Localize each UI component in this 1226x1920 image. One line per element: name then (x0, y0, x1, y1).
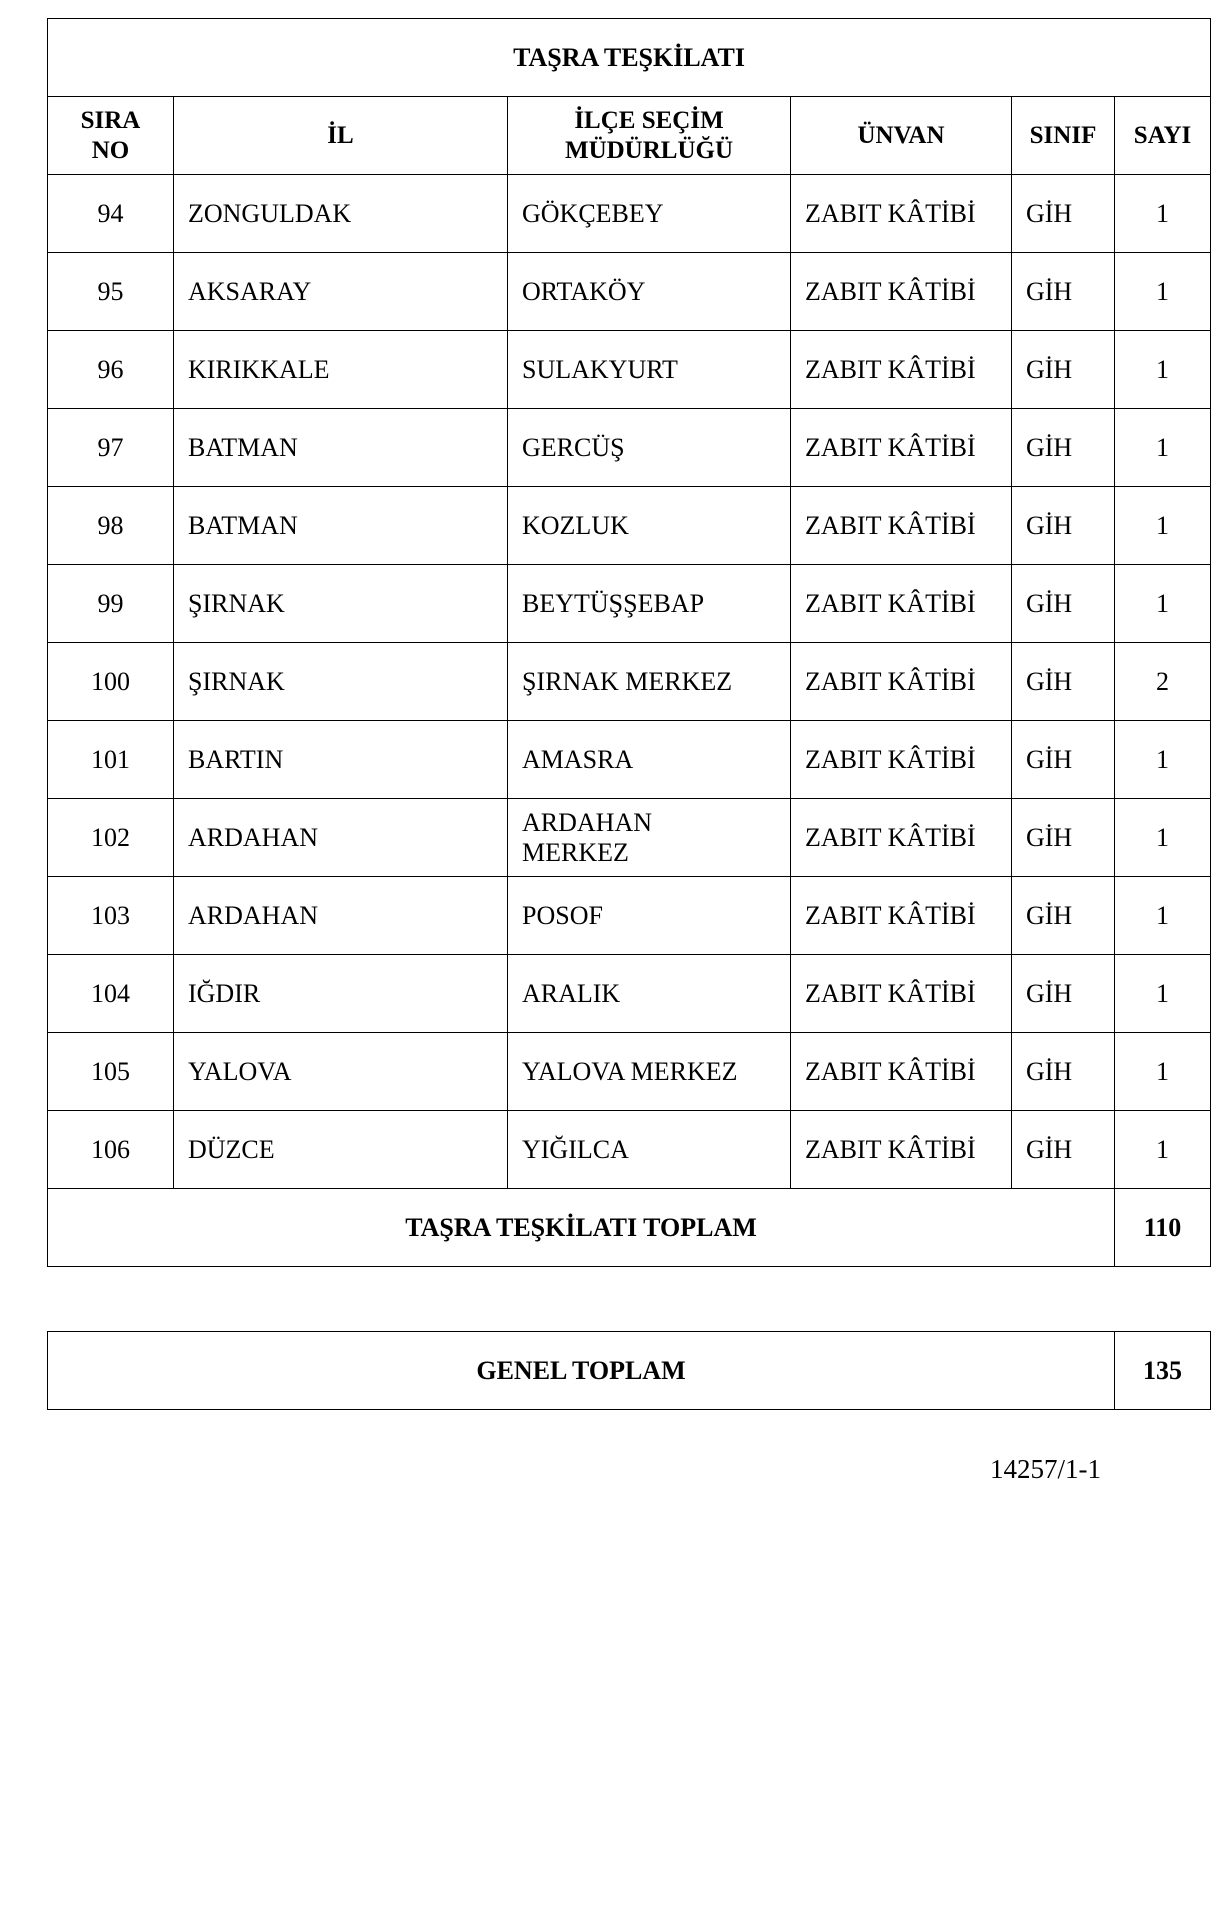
table-row (48, 877, 1211, 955)
cell-sira-no: 96 (48, 331, 174, 409)
cell-sinif: GİH (1012, 1033, 1115, 1111)
cell-sayi: 1 (1115, 565, 1211, 643)
total-label: TAŞRA TEŞKİLATI TOPLAM (48, 1189, 1115, 1267)
table-row (48, 331, 1211, 409)
table-title: TAŞRA TEŞKİLATI (48, 19, 1211, 97)
header-il: İL (174, 97, 508, 175)
cell-il: ŞIRNAK (174, 565, 508, 643)
cell-unvan: ZABIT KÂTİBİ (791, 877, 1012, 955)
cell-unvan: ZABIT KÂTİBİ (791, 253, 1012, 331)
cell-sayi: 1 (1115, 877, 1211, 955)
cell-sinif: GİH (1012, 565, 1115, 643)
cell-sinif: GİH (1012, 799, 1115, 877)
table-row (48, 409, 1211, 487)
cell-sayi: 1 (1115, 331, 1211, 409)
cell-unvan: ZABIT KÂTİBİ (791, 955, 1012, 1033)
header-sira-no (48, 97, 174, 175)
cell-sinif: GİH (1012, 175, 1115, 253)
cell-sayi: 1 (1115, 409, 1211, 487)
header-sinif: SINIF (1012, 97, 1115, 175)
cell-sira-no: 101 (48, 721, 174, 799)
cell-unvan: ZABIT KÂTİBİ (791, 799, 1012, 877)
cell-ilce: YIĞILCA (508, 1111, 791, 1189)
cell-sayi: 1 (1115, 175, 1211, 253)
cell-ilce: POSOF (508, 877, 791, 955)
header-sira-line1: SIRA (80, 106, 141, 134)
cell-sira-no: 102 (48, 799, 174, 877)
cell-sira-no: 106 (48, 1111, 174, 1189)
cell-sinif: GİH (1012, 877, 1115, 955)
cell-sinif: GİH (1012, 1111, 1115, 1189)
cell-sira-no: 103 (48, 877, 174, 955)
cell-sayi: 1 (1115, 721, 1211, 799)
cell-ilce: AMASRA (508, 721, 791, 799)
cell-unvan: ZABIT KÂTİBİ (791, 1111, 1012, 1189)
cell-ilce: GÖKÇEBEY (508, 175, 791, 253)
cell-sinif: GİH (1012, 331, 1115, 409)
document-number: 14257/1-1 (990, 1454, 1101, 1484)
cell-sira-no: 97 (48, 409, 174, 487)
cell-sinif: GİH (1012, 721, 1115, 799)
cell-ilce-line1: ARDAHAN (522, 807, 652, 837)
cell-sira-no: 94 (48, 175, 174, 253)
genel-toplam-row (48, 1332, 1211, 1410)
cell-il: ŞIRNAK (174, 643, 508, 721)
cell-sira-no: 100 (48, 643, 174, 721)
cell-il: BARTIN (174, 721, 508, 799)
cell-ilce: BEYTÜŞŞEBAP (508, 565, 791, 643)
cell-il: YALOVA (174, 1033, 508, 1111)
cell-unvan: ZABIT KÂTİBİ (791, 331, 1012, 409)
cell-il: BATMAN (174, 409, 508, 487)
cell-il: ZONGULDAK (174, 175, 508, 253)
table-row (48, 487, 1211, 565)
cell-ilce: ŞIRNAK MERKEZ (508, 643, 791, 721)
cell-sinif: GİH (1012, 487, 1115, 565)
header-ilce-line2: MÜDÜRLÜĞÜ (564, 136, 734, 164)
table-row (48, 955, 1211, 1033)
cell-unvan: ZABIT KÂTİBİ (791, 487, 1012, 565)
cell-sayi: 1 (1115, 253, 1211, 331)
cell-ilce: ORTAKÖY (508, 253, 791, 331)
cell-sira-no: 95 (48, 253, 174, 331)
table-row (48, 1111, 1211, 1189)
table-total-row (48, 1189, 1211, 1267)
cell-sira-no: 104 (48, 955, 174, 1033)
genel-toplam-table (47, 1331, 1211, 1410)
table-row (48, 721, 1211, 799)
cell-ilce: ARALIK (508, 955, 791, 1033)
cell-sayi: 1 (1115, 1033, 1211, 1111)
table-row (48, 565, 1211, 643)
cell-sayi: 2 (1115, 643, 1211, 721)
table-row (48, 799, 1211, 877)
cell-sayi: 1 (1115, 487, 1211, 565)
cell-il: AKSARAY (174, 253, 508, 331)
cell-sinif: GİH (1012, 409, 1115, 487)
cell-sira-no: 105 (48, 1033, 174, 1111)
cell-unvan: ZABIT KÂTİBİ (791, 175, 1012, 253)
header-sayi: SAYI (1115, 97, 1211, 175)
cell-il: ARDAHAN (174, 877, 508, 955)
table-header-row (48, 97, 1211, 175)
cell-ilce-line2: MERKEZ (522, 837, 629, 867)
cell-ilce: SULAKYURT (508, 331, 791, 409)
cell-ilce: GERCÜŞ (508, 409, 791, 487)
genel-toplam-value: 135 (1115, 1332, 1211, 1410)
header-ilce-line1: İLÇE SEÇİM (574, 106, 724, 134)
cell-sinif: GİH (1012, 253, 1115, 331)
cell-il: KIRIKKALE (174, 331, 508, 409)
table-title-row (48, 19, 1211, 97)
cell-il: DÜZCE (174, 1111, 508, 1189)
header-sira-line2: NO (91, 136, 130, 164)
cell-unvan: ZABIT KÂTİBİ (791, 1033, 1012, 1111)
tasra-teskilati-table (47, 18, 1211, 1267)
table-row (48, 253, 1211, 331)
table-row (48, 1033, 1211, 1111)
cell-unvan: ZABIT KÂTİBİ (791, 643, 1012, 721)
cell-il: IĞDIR (174, 955, 508, 1033)
table-row (48, 175, 1211, 253)
cell-ilce: YALOVA MERKEZ (508, 1033, 791, 1111)
cell-sayi: 1 (1115, 1111, 1211, 1189)
header-unvan: ÜNVAN (791, 97, 1012, 175)
cell-ilce (508, 799, 791, 877)
table-row (48, 643, 1211, 721)
genel-toplam-label: GENEL TOPLAM (48, 1332, 1115, 1410)
cell-unvan: ZABIT KÂTİBİ (791, 721, 1012, 799)
cell-ilce: KOZLUK (508, 487, 791, 565)
cell-sira-no: 99 (48, 565, 174, 643)
total-value: 110 (1115, 1189, 1211, 1267)
cell-il: BATMAN (174, 487, 508, 565)
cell-sira-no: 98 (48, 487, 174, 565)
header-ilce (508, 97, 791, 175)
cell-sinif: GİH (1012, 643, 1115, 721)
cell-unvan: ZABIT KÂTİBİ (791, 565, 1012, 643)
cell-unvan: ZABIT KÂTİBİ (791, 409, 1012, 487)
cell-il: ARDAHAN (174, 799, 508, 877)
cell-sayi: 1 (1115, 955, 1211, 1033)
cell-sinif: GİH (1012, 955, 1115, 1033)
cell-sayi: 1 (1115, 799, 1211, 877)
